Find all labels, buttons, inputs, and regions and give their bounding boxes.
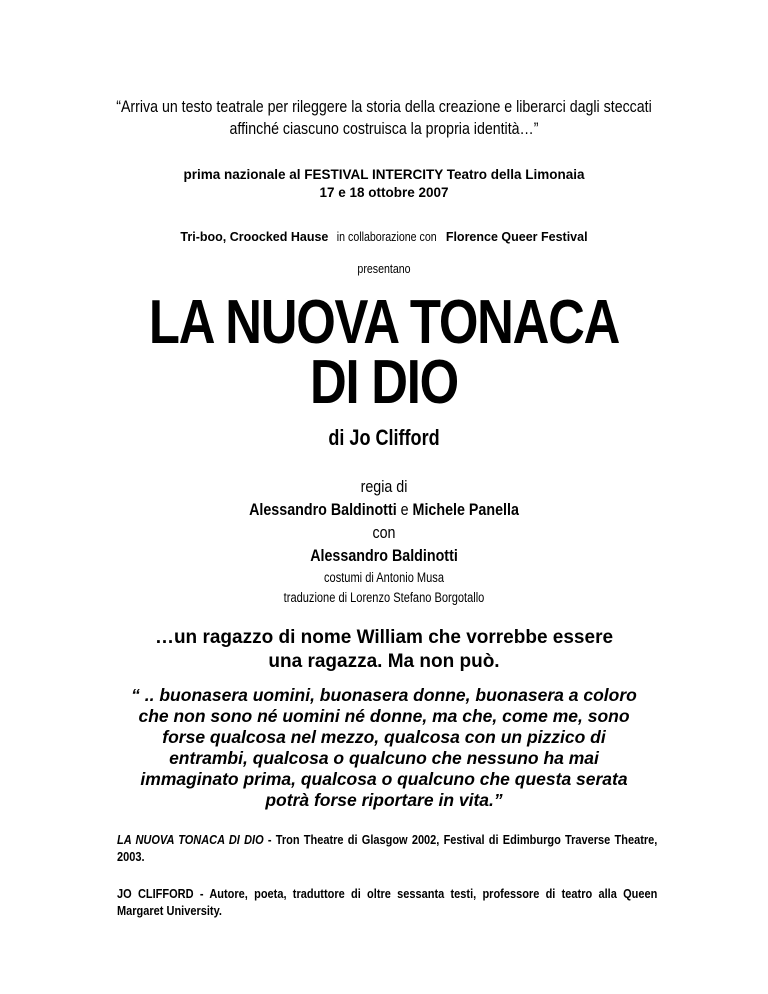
director-1: Alessandro Baldinotti [249, 500, 397, 519]
monologue-line: immaginato prima, qualcosa o qualcuno che questa serata [140, 769, 628, 789]
staff-block [118, 568, 649, 608]
tagline-line-2: una ragazza. Ma non può. [268, 651, 500, 672]
costumi-line [118, 568, 649, 588]
directors-line [112, 498, 656, 521]
tagline-line-1: …un ragazzo di nome William che vorrebbe essere [154, 627, 614, 648]
author-bio-note: JO CLIFFORD - Autore, poeta, traduttore di oltre sessanta testi, professore di teatro alla Queen Margaret University. [117, 887, 658, 918]
costumi-name: Antonio Musa [376, 570, 445, 585]
producer-names: Tri-boo, Croocked Hause [180, 230, 329, 244]
traduzione-label: traduzione di [283, 590, 351, 605]
actor-name: Alessandro Baldinotti [310, 546, 458, 565]
premiere-dates: 17 e 18 ottobre 2007 [319, 185, 449, 200]
actor-line [112, 544, 656, 567]
traduzione-line [118, 588, 649, 608]
con-label: con [372, 523, 396, 542]
presentano-text: presentano [357, 262, 411, 276]
regia-label: regia di [360, 477, 408, 496]
author-line: di Jo Clifford [328, 425, 440, 450]
costumi-label: costumi di [323, 570, 377, 585]
tagline [60, 626, 708, 674]
monologue-line: forse qualcosa nel mezzo, qualcosa con un pizzico di [162, 727, 606, 747]
collaboration-text: in collaborazione con [337, 230, 438, 244]
intro-quote [105, 96, 662, 140]
intro-quote-line-2: affinché ciascuno costruisca la propria identità…” [229, 120, 539, 138]
note-title: LA NUOVA TONACA DI DIO [117, 833, 264, 847]
monologue-quote [70, 685, 698, 811]
directors-and: e [396, 500, 413, 519]
production-history-note [117, 832, 657, 866]
monologue-line: “ .. buonasera uomini, buonasera donne, buonasera a coloro [131, 685, 637, 705]
show-title-line-2: DI DIO [310, 348, 458, 417]
credits-block [112, 475, 656, 567]
premiere-venue: prima nazionale al FESTIVAL INTERCITY Teatro della Limonaia [183, 167, 585, 182]
monologue-line: potrà forse riportare in vita.” [265, 790, 503, 810]
note-text: - Tron Theatre di Glasgow 2002, Festival di Edimburgo Traverse Theatre, 2003. [117, 833, 658, 864]
premiere-info [60, 166, 708, 202]
monologue-line: entrambi, qualcosa o qualcuno che nessuno ha mai [169, 748, 599, 768]
producers-line [60, 229, 708, 245]
intro-quote-line-1: “Arriva un testo teatrale per rileggere la storia della creazione e liberarci dagli steccati [116, 98, 652, 116]
monologue-line: che non sono né uomini né donne, ma che, come me, sono [138, 706, 630, 726]
show-title-line-1: LA NUOVA TONACA [148, 288, 620, 357]
show-title [102, 288, 666, 417]
traduzione-name: Lorenzo Stefano Borgotallo [350, 590, 485, 605]
partner-name: Florence Queer Festival [445, 230, 588, 244]
director-2: Michele Panella [412, 500, 519, 519]
